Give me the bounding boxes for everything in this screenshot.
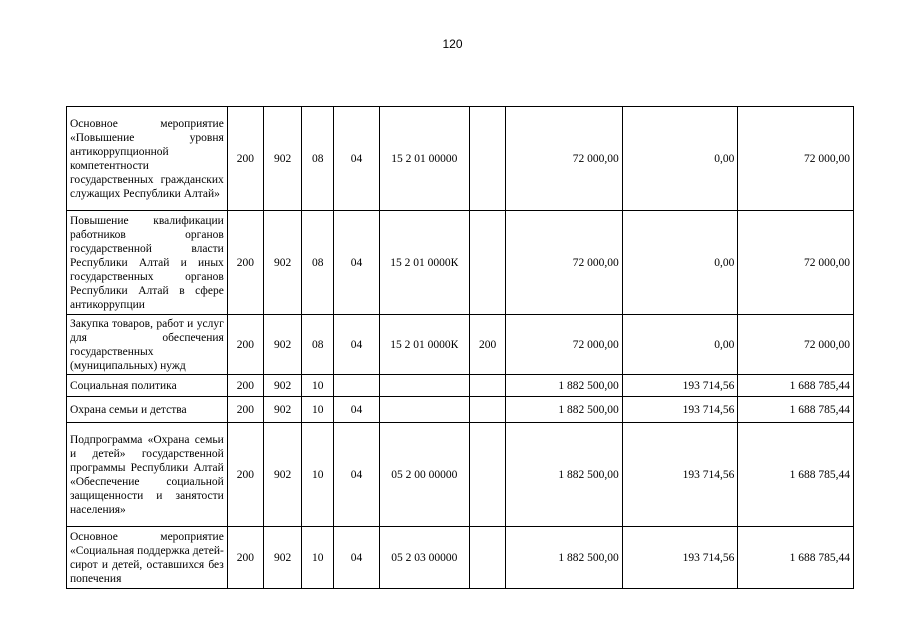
budget-code: 200 <box>227 527 263 589</box>
table-row <box>67 211 854 315</box>
budget-table <box>66 106 854 589</box>
amount-result: 72 000,00 <box>738 211 854 315</box>
budget-code: 200 <box>227 315 263 375</box>
row-name: Подпрограмма «Охрана семьи и детей» государственной программы Республики Алтай «Обеспечение социальной защищенности и занятости населения» <box>67 423 228 527</box>
subsection-code: 04 <box>334 527 379 589</box>
table-row <box>67 107 854 211</box>
amount-result: 72 000,00 <box>738 107 854 211</box>
budget-code: 200 <box>227 211 263 315</box>
department-code: 902 <box>263 423 301 527</box>
row-name: Закупка товаров, работ и услуг для обеспечения государственных (муниципальных) нужд <box>67 315 228 375</box>
amount-result: 1 688 785,44 <box>738 423 854 527</box>
section-code: 10 <box>302 527 334 589</box>
expense-type-code <box>470 375 506 397</box>
amount-total: 72 000,00 <box>506 315 623 375</box>
table-row <box>67 527 854 589</box>
department-code: 902 <box>263 315 301 375</box>
row-name: Охрана семьи и детства <box>67 397 228 423</box>
table-row <box>67 315 854 375</box>
amount-result: 72 000,00 <box>738 315 854 375</box>
expense-type-code: 200 <box>470 315 506 375</box>
table-body <box>67 107 854 589</box>
target-article-code: 15 2 01 0000К <box>379 211 469 315</box>
amount-total: 1 882 500,00 <box>506 423 623 527</box>
amount-change: 0,00 <box>622 315 738 375</box>
amount-total: 1 882 500,00 <box>506 527 623 589</box>
target-article-code: 05 2 00 00000 <box>379 423 469 527</box>
table-row <box>67 397 854 423</box>
row-name: Основное мероприятие «Социальная поддержка детей-сирот и детей, оставшихся без попечения <box>67 527 228 589</box>
expense-type-code <box>470 527 506 589</box>
table-row <box>67 423 854 527</box>
subsection-code: 04 <box>334 397 379 423</box>
department-code: 902 <box>263 211 301 315</box>
target-article-code: 05 2 03 00000 <box>379 527 469 589</box>
budget-code: 200 <box>227 423 263 527</box>
budget-code: 200 <box>227 397 263 423</box>
amount-result: 1 688 785,44 <box>738 527 854 589</box>
amount-total: 72 000,00 <box>506 211 623 315</box>
amount-change: 0,00 <box>622 107 738 211</box>
section-code: 10 <box>302 397 334 423</box>
amount-change: 193 714,56 <box>622 375 738 397</box>
amount-total: 72 000,00 <box>506 107 623 211</box>
target-article-code <box>379 375 469 397</box>
amount-result: 1 688 785,44 <box>738 375 854 397</box>
target-article-code: 15 2 01 00000 <box>379 107 469 211</box>
amount-total: 1 882 500,00 <box>506 375 623 397</box>
row-name: Повышение квалификации работников органов государственной власти Республики Алтай и иных государственных органов Республики Алтай в сфере антикоррупции <box>67 211 228 315</box>
section-code: 08 <box>302 107 334 211</box>
target-article-code <box>379 397 469 423</box>
expense-type-code <box>470 397 506 423</box>
row-name: Социальная политика <box>67 375 228 397</box>
amount-total: 1 882 500,00 <box>506 397 623 423</box>
table-row <box>67 375 854 397</box>
amount-change: 193 714,56 <box>622 397 738 423</box>
section-code: 10 <box>302 375 334 397</box>
target-article-code: 15 2 01 0000К <box>379 315 469 375</box>
department-code: 902 <box>263 375 301 397</box>
department-code: 902 <box>263 527 301 589</box>
subsection-code: 04 <box>334 211 379 315</box>
subsection-code: 04 <box>334 423 379 527</box>
row-name: Основное мероприятие «Повышение уровня антикоррупционной компетентности государственных гражданских служащих Республики Алтай» <box>67 107 228 211</box>
subsection-code: 04 <box>334 315 379 375</box>
amount-change: 193 714,56 <box>622 423 738 527</box>
subsection-code <box>334 375 379 397</box>
section-code: 08 <box>302 315 334 375</box>
section-code: 08 <box>302 211 334 315</box>
page-number: 120 <box>442 37 463 51</box>
expense-type-code <box>470 107 506 211</box>
department-code: 902 <box>263 107 301 211</box>
amount-result: 1 688 785,44 <box>738 397 854 423</box>
amount-change: 0,00 <box>622 211 738 315</box>
department-code: 902 <box>263 397 301 423</box>
section-code: 10 <box>302 423 334 527</box>
budget-code: 200 <box>227 107 263 211</box>
budget-code: 200 <box>227 375 263 397</box>
subsection-code: 04 <box>334 107 379 211</box>
expense-type-code <box>470 211 506 315</box>
amount-change: 193 714,56 <box>622 527 738 589</box>
expense-type-code <box>470 423 506 527</box>
